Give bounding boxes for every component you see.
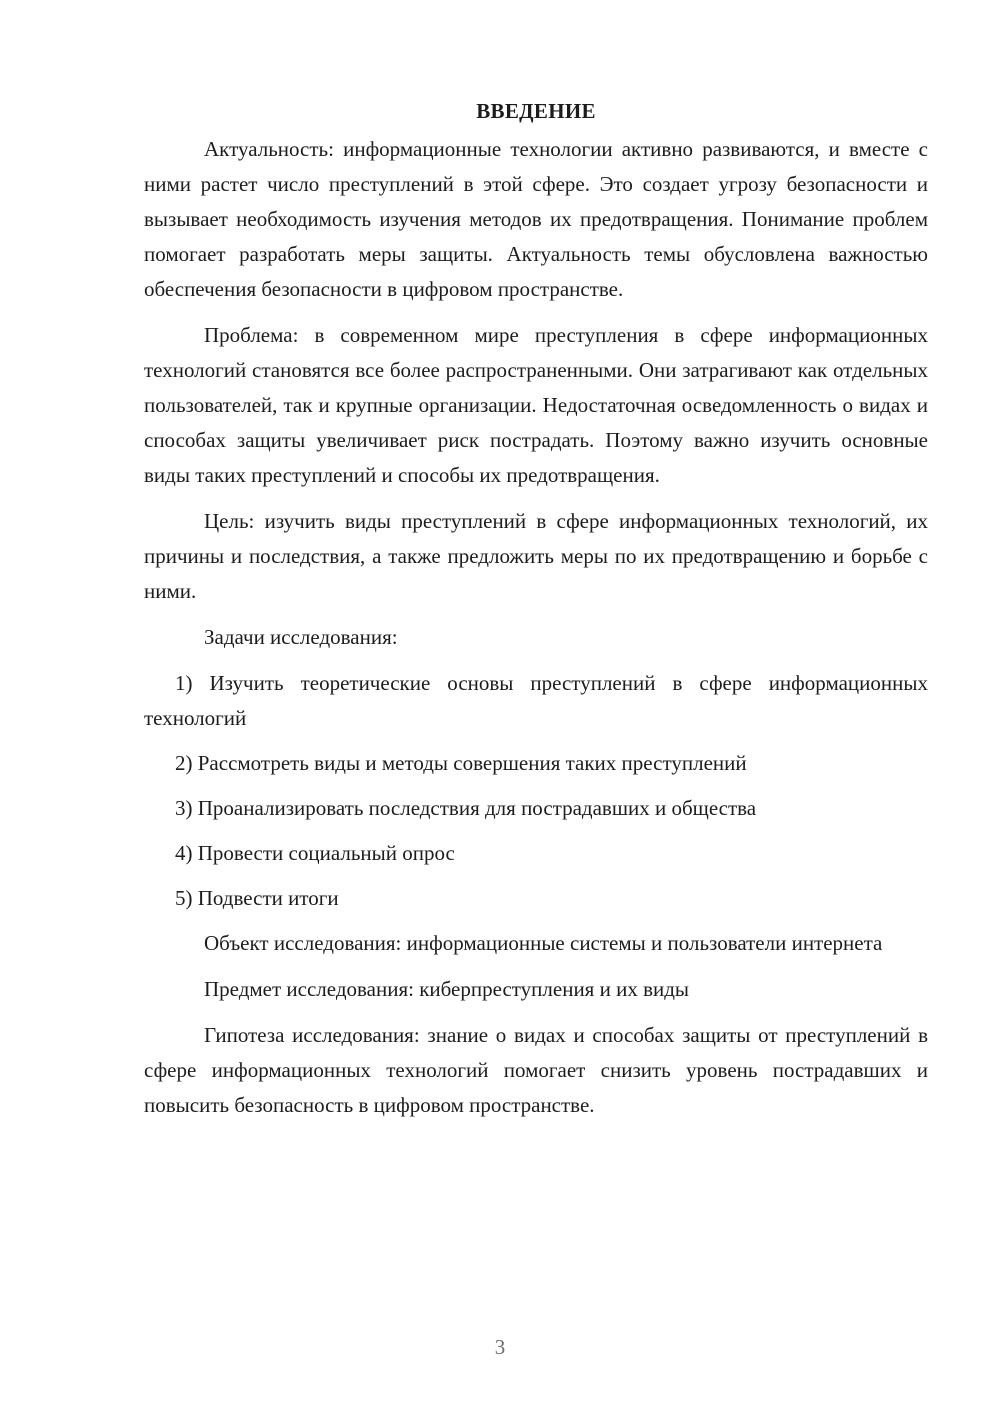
list-item: 5) Подвести итоги bbox=[175, 886, 339, 910]
tasks-list bbox=[144, 666, 928, 916]
section-title: ВВЕДЕНИЕ bbox=[476, 99, 596, 123]
subject-paragraph: Предмет исследования: киберпреступления и их виды bbox=[204, 977, 690, 1001]
list-item: 4) Провести социальный опрос bbox=[175, 841, 455, 865]
list-item: 1) Изучить теоретические основы преступлений в сфере информационных технологий bbox=[144, 671, 928, 730]
problem-paragraph: Проблема: в современном мире преступления в сфере информационных технологий становятся все более распространенными. Они затрагивают как отдельных пользователей, так и крупные организации. Недостаточная осведомленность о видах и способах защиты увеличивает риск пострадать. Поэтому важно изучить основные виды таких преступлений и способы их предотвращения. bbox=[144, 323, 928, 487]
document-page bbox=[144, 96, 928, 1134]
object-paragraph: Объект исследования: информационные системы и пользователи интернета bbox=[204, 931, 883, 955]
list-item: 3) Проанализировать последствия для пострадавших и общества bbox=[175, 796, 757, 820]
relevance-paragraph: Актуальность: информационные технологии активно развиваются, и вместе с ними растет число преступлений в этой сфере. Это создает угрозу безопасности и вызывает необходимость изучения методов их предотвращения. Понимание проблем помогает разработать меры защиты. Актуальность темы обусловлена важностью обеспечения безопасности в цифровом пространстве. bbox=[144, 137, 928, 301]
tasks-heading: Задачи исследования: bbox=[204, 625, 398, 649]
list-item: 2) Рассмотреть виды и методы совершения таких преступлений bbox=[175, 751, 747, 775]
goal-paragraph: Цель: изучить виды преступлений в сфере информационных технологий, их причины и последствия, а также предложить меры по их предотвращению и борьбе с ними. bbox=[144, 509, 928, 603]
page-number: 3 bbox=[494, 1335, 506, 1359]
hypothesis-paragraph: Гипотеза исследования: знание о видах и способах защиты от преступлений в сфере информационных технологий помогает снизить уровень пострадавших и повысить безопасность в цифровом пространстве. bbox=[144, 1023, 928, 1117]
